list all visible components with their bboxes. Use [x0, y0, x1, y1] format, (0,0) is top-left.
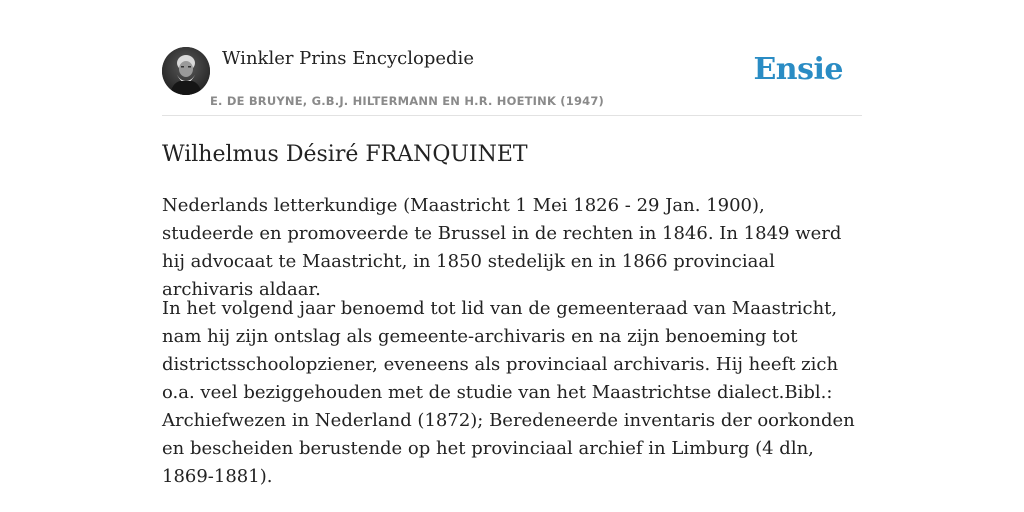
- source-header: [162, 0, 862, 116]
- source-authors: E. DE BRUYNE, G.B.J. HILTERMANN EN H.R. HOETINK (1947): [210, 94, 605, 108]
- portrait-avatar-icon: [162, 47, 210, 95]
- article-paragraph-1: Nederlands letterkundige (Maastricht 1 Mei 1826 - 29 Jan. 1900), studeerde en promoveerde te Brussel in de rechten in 1846. In 1849 werd hij advocaat te Maastricht, in 1850 stedelijk en in 1866 provinciaal archivaris aldaar.: [162, 195, 842, 300]
- article-paragraph-2: In het volgend jaar benoemd tot lid van de gemeenteraad van Maastricht, nam hij zijn ontslag als gemeente-archivaris en na zijn benoeming tot districtsschoolopziener, eveneens als provinciaal archivaris. Hij heeft zich o.a. veel beziggehouden met de studie van het Maastrichtse dialect.Bibl.: Archiefwezen in Nederland (1872); Beredeneerde inventaris der oorkonden en bescheiden berustende op het provinciaal archief in Limburg (4 dln, 1869-1881).: [162, 298, 855, 487]
- article-title: Wilhelmus Désiré FRANQUINET: [162, 142, 528, 167]
- ensie-logo[interactable]: Ensie: [753, 52, 843, 87]
- article-page: [162, 0, 862, 512]
- source-title[interactable]: Winkler Prins Encyclopedie: [222, 48, 474, 69]
- author-portrait-avatar: [162, 47, 210, 95]
